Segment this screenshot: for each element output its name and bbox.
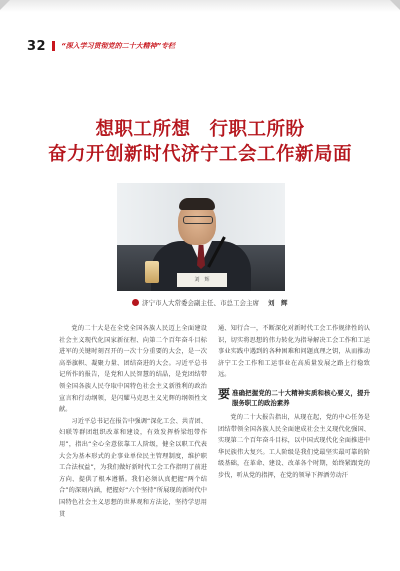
subheading-lead-char: 要	[218, 386, 231, 401]
photo-caption	[132, 298, 392, 307]
paragraph: 党的二十大是在全党全国各族人民迈上全面建设社会主义现代化国家新征程、向第二个百年奋斗目标进军的关键时刻召开的一次十分重要的大会，是一次高举旗帜、凝聚力量、团结奋进的大会。习近平总书记所作的报告，是党和人民智慧的结晶，是党团结带领全国各族人民夺取中国特色社会主义新胜利的政治宣言和行动纲领，是闪耀马克思主义光辉的纲领性文献。	[59, 325, 207, 414]
caption-bullet-icon	[132, 299, 139, 306]
subheading-text: 准确把握党的二十大精神实质和核心要义，提升服务职工的政治素养	[232, 388, 370, 407]
caption-name: 刘 辉	[268, 299, 288, 307]
page-number: 32	[27, 38, 47, 54]
body-column-right	[218, 323, 370, 482]
header-accent-bar	[52, 41, 55, 51]
title-line-1: 想职工所想 行职工所盼	[95, 119, 305, 140]
paragraph: 党的二十大报告指出，从现在起，党的中心任务是团结带领全国各族人民全面建成社会主义现代化强国、实现第二个百年奋斗目标，以中国式现代化全面推进中华民族伟大复兴。工人阶级是我们党最坚实最可靠的阶级基础，在革命、建设、改革各个时期，始终紧跟党的步伐，听从党的指挥，在党的领导下挥洒劳动汗	[218, 413, 370, 479]
speaker-photo	[117, 183, 285, 291]
paragraph: 习近平总书记在报告中强调“深化工会、共青团、妇联等群团组织改革和建设，有效发挥桥梁纽带作用”，指出“全心全意依靠工人阶级，健全以职工代表大会为基本形式的企事业单位民主管理制度，维护职工合法权益”，为我们做好新时代工会工作指明了前进方向、提供了根本遵循。我们必须认真把握“两个结合”的深刻内涵，把握好“六个坚持”所展现的新时代中国特色社会主义思想的世界观和方法论，坚持学思用贯	[59, 417, 207, 518]
photo-nameplate: 刘 辉	[177, 273, 227, 287]
running-head: “深入学习贯彻党的二十大精神”专栏	[61, 42, 176, 50]
page-top-edge	[0, 0, 400, 12]
page-corner-left	[0, 0, 10, 10]
tea-cup-icon	[145, 261, 159, 283]
title-line-2: 奋力开创新时代济宁工会工作新局面	[47, 144, 352, 165]
page-header	[27, 39, 387, 53]
article-title	[0, 117, 400, 167]
body-column-left	[59, 323, 207, 520]
photo-hair	[179, 198, 215, 210]
section-subheading	[218, 388, 370, 408]
photo-glasses	[183, 216, 213, 224]
paragraph: 通、知行合一，不断深化对新时代工会工作规律性的认识，切实将思想的伟力转化为指导解决工会工作和工运事业实践中遇到的各种困难和问题真理之钥，从而推动济宁工会工作和工运事业在高质量发展之路上行稳致远。	[218, 325, 370, 379]
caption-role: 济宁市人大常委会副主任、市总工会主席	[142, 299, 259, 307]
page-corner-right	[390, 0, 400, 10]
